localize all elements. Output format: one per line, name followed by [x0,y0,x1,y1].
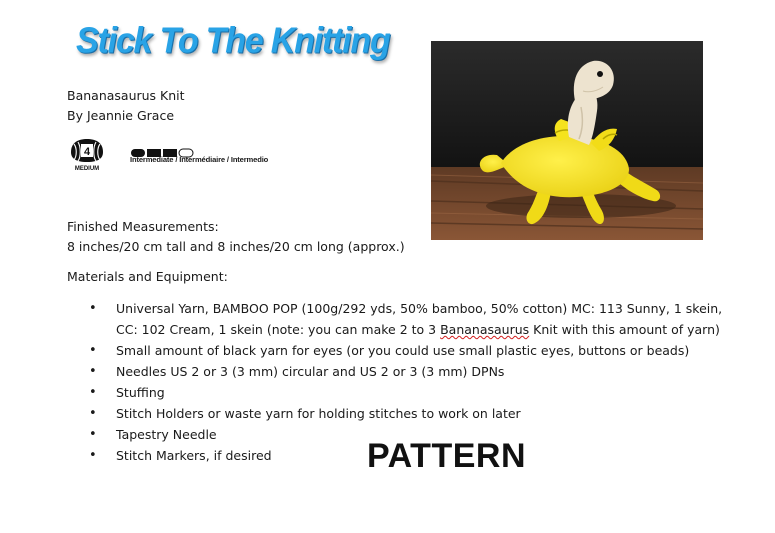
site-logo: Stick To The Knitting [76,21,390,61]
list-item-text: Stitch Markers, if desired [116,448,272,463]
list-item [89,382,722,403]
list-item [89,340,722,361]
yarn-skein-icon [67,138,107,172]
skill-level-badge [130,143,270,167]
skill-level-label: Intermediate / Intermédiaire / Intermedio [130,155,269,164]
list-item-text-part: Knit with this amount of yarn) [529,322,720,337]
pattern-heading: PATTERN [367,437,527,475]
measurements-value: 8 inches/20 cm tall and 8 inches/20 cm long (approx.) [67,239,405,254]
list-item-text: Needles US 2 or 3 (3 mm) circular and US 2 or 3 (3 mm) DPNs [116,364,505,379]
list-item-text: • Universal Yarn, BAMBOO POP (100g/292 yds, 50% bamboo, 50% cotton) MC: 113 Sunny, 1 skein, [116,301,723,316]
list-item-text: Small amount of black yarn for eyes (or you could use small plastic eyes, buttons or beads) [116,343,690,358]
pattern-title: Bananasaurus Knit [67,88,185,103]
list-item-text: Stitch Holders or waste yarn for holding stitches to work on later [116,406,521,421]
list-item [89,403,722,424]
list-item [89,298,722,340]
yarn-weight-badge [67,138,107,172]
list-item-text-part: CC: 102 Cream, 1 skein (note: you can make 2 to 3 [116,322,441,337]
materials-heading: Materials and Equipment: [67,269,228,284]
list-item-text: Stuffing [116,385,165,400]
list-item-text-continued [116,319,722,340]
designer-byline: By Jeannie Grace [67,108,175,123]
yarn-weight-number: 4 [83,146,91,158]
list-item-text: Tapestry Needle [116,427,217,442]
bananasaurus-photo-illustration [431,41,703,240]
measurements-heading: Finished Measurements: [67,219,219,234]
list-item [89,361,722,382]
spellcheck-flagged-word: Bananasaurus [440,322,530,337]
product-photo [431,41,703,240]
yarn-weight-label: MEDIUM [74,166,100,172]
